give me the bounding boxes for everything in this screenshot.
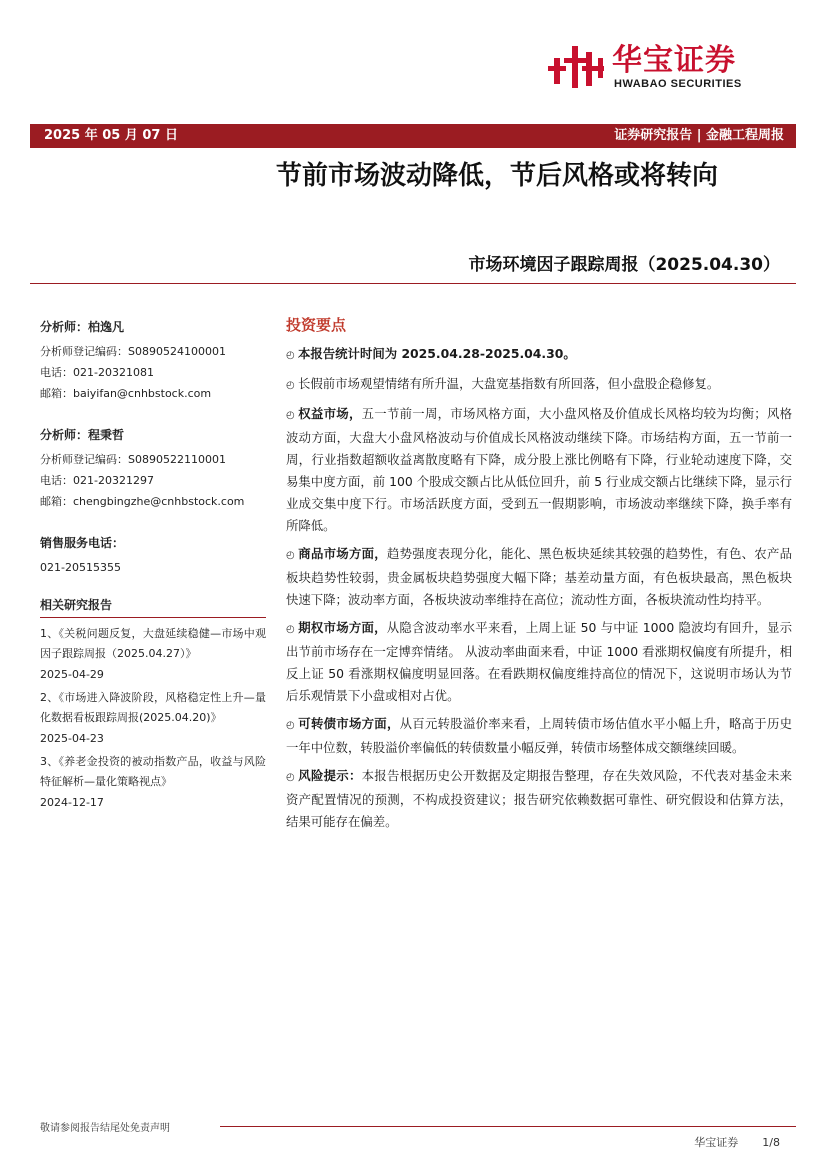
sales-phone: 021-20515355 — [40, 561, 121, 574]
sidebar — [40, 318, 266, 816]
highlight-bullet — [286, 617, 792, 707]
highlight-bullet — [286, 713, 792, 759]
analyst-reg: 分析师登记编码：S0890522110001 — [40, 453, 226, 466]
brand-logo-mark-icon — [548, 44, 608, 90]
bullet-text: 趋势强度表现分化，能化、黑色板块延续其较强的趋势性，有色、农产品板块趋势性较弱，贵金属板块趋势强度大幅下降；基差动量方面，有色板块最高，黑色板块快速下降；波动率方面，各板块波动率维持在高位；流动性方面，各板块流动性均持平。 — [286, 546, 793, 607]
related-report-title: 3、《养老金投资的被动指数产品，收益与风险特征解析—量化策略视点》 — [40, 755, 266, 788]
bullet-icon: ◴ — [286, 410, 295, 421]
related-report-title: 2、《市场进入降波阶段，风格稳定性上升—量化数据看板跟踪周报(2025.04.20)》 — [40, 691, 266, 724]
analyst-phone: 电话：021-20321297 — [40, 474, 154, 487]
highlight-bullet — [286, 343, 792, 367]
footer-divider — [220, 1126, 796, 1127]
section-title: 投资要点 — [286, 316, 347, 334]
report-subtitle: 市场环境因子跟踪周报（2025.04.30） — [468, 255, 780, 275]
bullet-lead: 商品市场方面， — [298, 546, 387, 561]
analyst-email[interactable]: 邮箱：baiyifan@cnhbstock.com — [40, 387, 212, 400]
bullet-lead: 期权市场方面， — [298, 620, 387, 635]
highlight-bullet — [286, 403, 792, 537]
highlight-bullet — [286, 765, 792, 833]
header-divider — [30, 283, 796, 284]
bullet-icon: ◴ — [286, 720, 295, 731]
related-report-date: 2025-04-29 — [40, 668, 104, 681]
bullet-text: 五一节前一周，市场风格方面，大小盘风格及价值成长风格均较为均衡；风格波动方面，大盘大小盘风格波动与价值成长风格波动继续下降。市场结构方面，五一节前一周，行业指数超额收益离散度略有下降，成分股上涨比例略有下降，行业轮动速度下降，交易集中度方面，前 100 个股成交额占比从低位回升，前 5 行业成交额占比继续下降，显示行业成交集中度下行。市场活跃度方面，受到五一假期影响，市场波动率继续下降，换手率有所降低。 — [286, 406, 792, 533]
footer-info — [670, 1134, 780, 1150]
related-report-item[interactable] — [40, 752, 266, 814]
highlight-bullet — [286, 373, 792, 397]
related-report-item[interactable] — [40, 688, 266, 750]
page-number: 1/8 — [762, 1136, 780, 1149]
bullet-icon: ◴ — [286, 380, 295, 391]
related-report-title: 1、《关税问题反复，大盘延续稳健—市场中观因子跟踪周报（2025.04.27）》 — [40, 627, 266, 660]
bullet-text: 本报告根据历史公开数据及定期报告整理，存在失效风险，不代表对基金未来资产配置情况的预测，不构成投资建议；报告研究依赖数据可靠性、研究假设和估算方法，结果可能存在偏差。 — [286, 768, 792, 829]
investment-highlights — [286, 314, 792, 839]
bullet-lead: 可转债市场方面， — [298, 716, 400, 731]
related-report-item[interactable] — [40, 624, 266, 686]
bullet-lead: 权益市场， — [298, 406, 362, 421]
related-report-date: 2025-04-23 — [40, 732, 104, 745]
bullet-text: 长假前市场观望情绪有所升温，大盘宽基指数有所回落，但小盘股企稳修复。 — [298, 376, 720, 391]
report-banner — [30, 124, 796, 148]
brand-name-en: HWABAO SECURITIES — [614, 78, 742, 90]
analyst-name: 分析师：程秉哲 — [40, 428, 125, 442]
analyst-email[interactable]: 邮箱：chengbingzhe@cnhbstock.com — [40, 495, 245, 508]
highlight-bullet — [286, 543, 792, 611]
bullet-text: 从百元转股溢价率来看，上周转债市场估值水平小幅上升，略高于历史一年中位数，转股溢价率偏低的转债数量小幅反弹，转债市场整体成交额继续回暖。 — [286, 716, 792, 755]
bullet-lead: 本报告统计时间为 2025.04.28-2025.04.30。 — [298, 346, 576, 361]
report-type: 证券研究报告 | 金融工程周报 — [614, 128, 784, 143]
brand-logo — [548, 44, 780, 94]
analyst-reg: 分析师登记编码：S0890524100001 — [40, 345, 226, 358]
bullet-icon: ◴ — [286, 624, 295, 635]
bullet-icon: ◴ — [286, 550, 295, 561]
sales-contact — [40, 534, 266, 578]
bullet-icon: ◴ — [286, 350, 295, 361]
brand-name-cn: 华宝证券 — [612, 43, 736, 78]
analyst-card — [40, 426, 266, 512]
related-reports — [40, 596, 266, 814]
analyst-phone: 电话：021-20321081 — [40, 366, 154, 379]
related-reports-title: 相关研究报告 — [40, 596, 266, 618]
bullet-text: 从隐含波动率水平来看，上周上证 50 与中证 1000 隐波均有回升，显示出节前市场存在一定博弈情绪。 从波动率曲面来看，中证 1000 看涨期权偏度有所提升，相反上证 50 看涨期权偏度明显回落。在看跌期权偏度维持高位的情况下，这说明市场认为节后乐观情景下小盘或相对占优。 — [286, 620, 793, 703]
report-title: 节前市场波动降低，节后风格或将转向 — [276, 161, 719, 191]
analyst-card — [40, 318, 266, 404]
related-report-date: 2024-12-17 — [40, 796, 104, 809]
bullet-lead: 风险提示： — [298, 768, 362, 783]
footer-brand: 华宝证券 — [694, 1136, 739, 1149]
analyst-name: 分析师：柏逸凡 — [40, 320, 125, 334]
sales-title: 销售服务电话： — [40, 536, 125, 550]
bullet-icon: ◴ — [286, 772, 295, 783]
report-date: 2025 年 05 月 07 日 — [44, 128, 178, 143]
footer-disclaimer: 敬请参阅报告结尾处免责声明 — [40, 1123, 170, 1134]
